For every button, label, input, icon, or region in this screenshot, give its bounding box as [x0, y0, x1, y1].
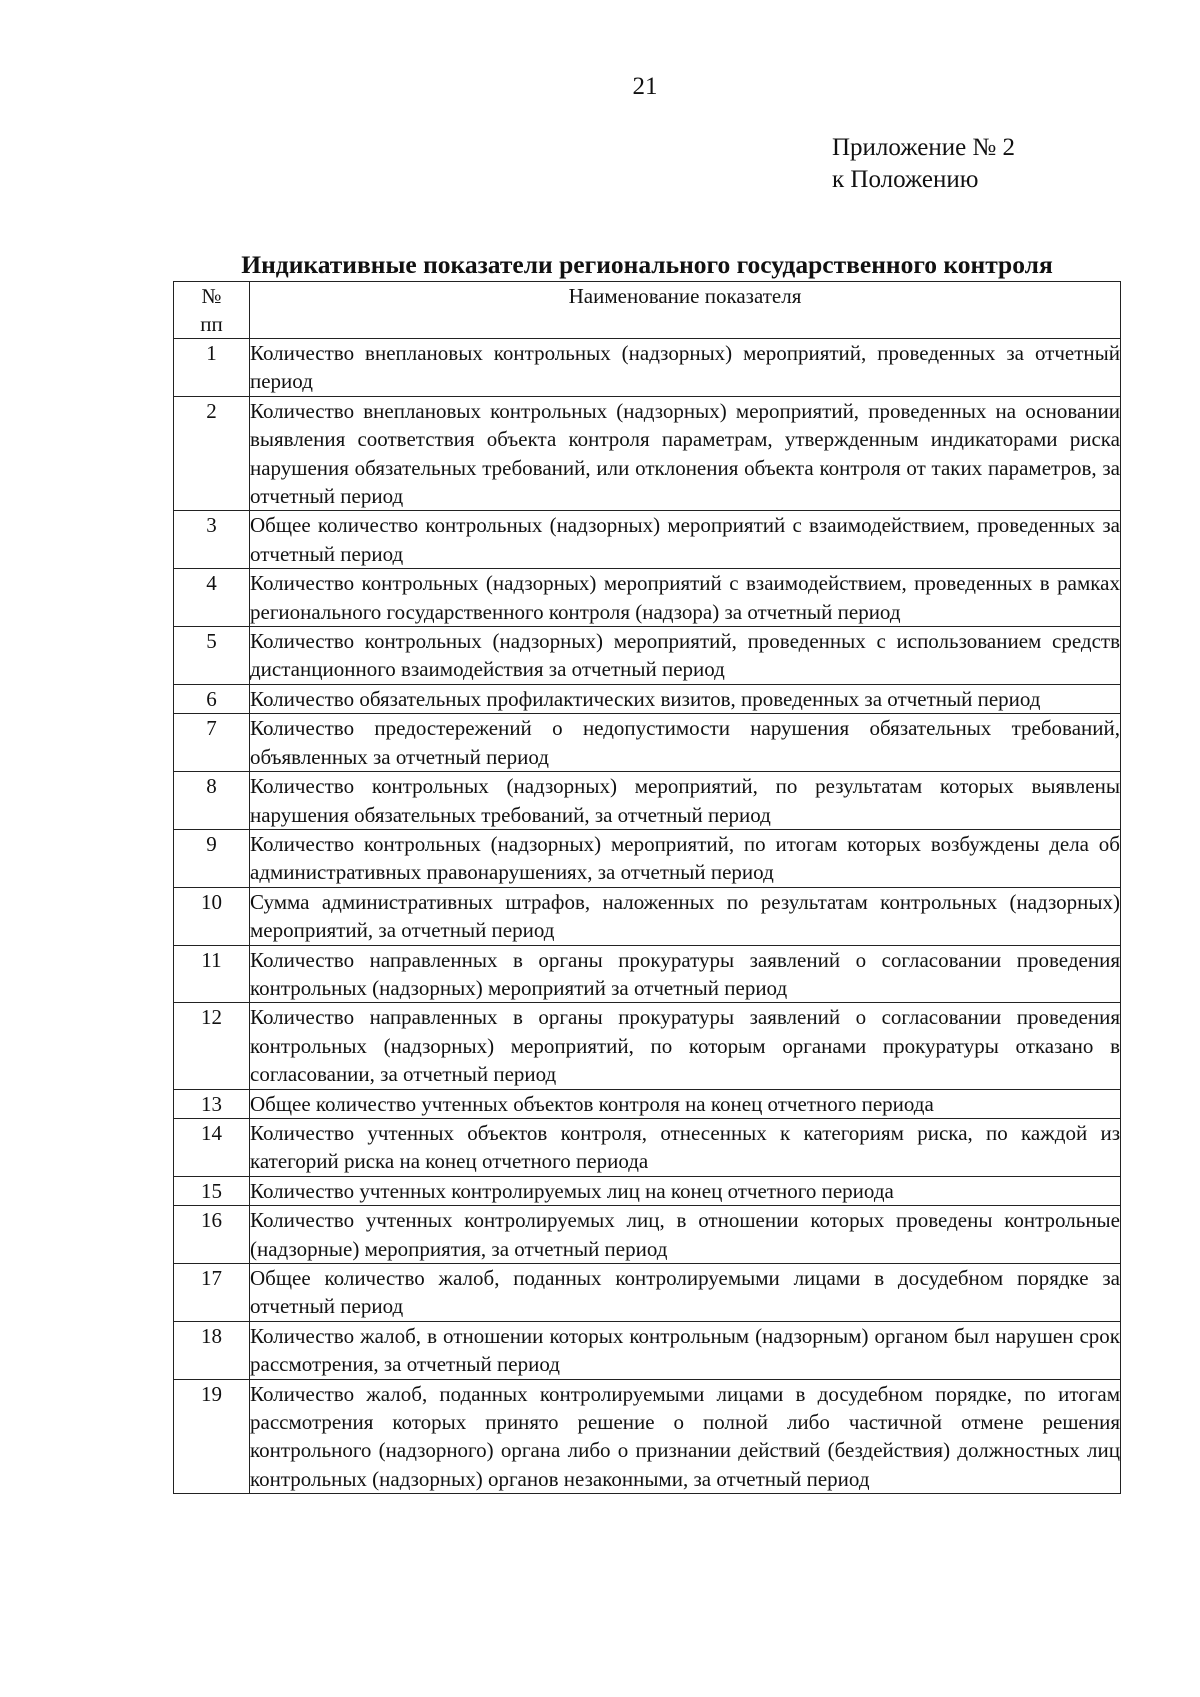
row-number: 16 — [174, 1206, 250, 1264]
indicator-name: Количество предостережений о недопустимости нарушения обязательных требований, объявленных за отчетный период — [250, 714, 1121, 772]
table-header-row — [174, 282, 1121, 339]
header-number-abbr: пп — [200, 312, 223, 336]
table-row — [174, 1089, 1121, 1118]
table-row — [174, 1264, 1121, 1322]
row-number: 5 — [174, 627, 250, 685]
indicator-name: Общее количество жалоб, поданных контролируемыми лицами в досудебном порядке за отчетный период — [250, 1264, 1121, 1322]
indicator-name: Количество направленных в органы прокуратуры заявлений о согласовании проведения контрольных (надзорных) мероприятий, по которым органами прокуратуры отказано в согласовании, за отчетный период — [250, 1003, 1121, 1089]
row-number: 14 — [174, 1118, 250, 1176]
row-number: 6 — [174, 684, 250, 713]
row-number: 8 — [174, 772, 250, 830]
indicator-name: Количество жалоб, поданных контролируемыми лицами в досудебном порядке, по итогам рассмотрения которых принято решение о полной либо частичной отмене решения контрольного (надзорного) органа либо о признании действий (бездействия) должностных лиц контрольных (надзорных) органов незаконными, за отчетный период — [250, 1379, 1121, 1494]
row-number: 9 — [174, 829, 250, 887]
table-row — [174, 772, 1121, 830]
indicator-name: Количество обязательных профилактических визитов, проведенных за отчетный период — [250, 684, 1121, 713]
indicator-name: Количество внеплановых контрольных (надзорных) мероприятий, проведенных за отчетный период — [250, 339, 1121, 397]
row-number: 3 — [174, 511, 250, 569]
table-row — [174, 714, 1121, 772]
table-row — [174, 339, 1121, 397]
indicator-name: Количество жалоб, в отношении которых контрольным (надзорным) органом был нарушен срок рассмотрения, за отчетный период — [250, 1321, 1121, 1379]
indicator-name: Общее количество контрольных (надзорных) мероприятий с взаимодействием, проведенных за отчетный период — [250, 511, 1121, 569]
indicators-table — [173, 281, 1121, 1494]
row-number: 7 — [174, 714, 250, 772]
row-number: 15 — [174, 1176, 250, 1205]
indicator-name: Количество учтенных контролируемых лиц, в отношении которых проведены контрольные (надзорные) мероприятия, за отчетный период — [250, 1206, 1121, 1264]
indicator-name: Количество контрольных (надзорных) мероприятий с взаимодействием, проведенных в рамках регионального государственного контроля (надзора) за отчетный период — [250, 569, 1121, 627]
indicator-name: Количество контрольных (надзорных) мероприятий, по итогам которых возбуждены дела об административных правонарушениях, за отчетный период — [250, 829, 1121, 887]
row-number: 2 — [174, 396, 250, 511]
indicator-name: Количество внеплановых контрольных (надзорных) мероприятий, проведенных на основании выявления соответствия объекта контроля параметрам, утвержденным индикаторами риска нарушения обязательных требований, или отклонения объекта контроля от таких параметров, за отчетный период — [250, 396, 1121, 511]
appendix-line-1: Приложение № 2 — [832, 134, 1016, 161]
indicator-name: Количество учтенных объектов контроля, отнесенных к категориям риска, по каждой из категорий риска на конец отчетного периода — [250, 1118, 1121, 1176]
table-row — [174, 396, 1121, 511]
indicator-name: Общее количество учтенных объектов контроля на конец отчетного периода — [250, 1089, 1121, 1118]
table-row — [174, 1321, 1121, 1379]
table-row — [174, 829, 1121, 887]
indicator-name: Количество контрольных (надзорных) мероприятий, по результатам которых выявлены нарушения обязательных требований, за отчетный период — [250, 772, 1121, 830]
row-number: 18 — [174, 1321, 250, 1379]
indicator-name: Количество учтенных контролируемых лиц на конец отчетного периода — [250, 1176, 1121, 1205]
table-row — [174, 1206, 1121, 1264]
appendix-note — [832, 132, 1015, 196]
header-number-symbol: № — [201, 284, 222, 308]
row-number: 17 — [174, 1264, 250, 1322]
row-number: 19 — [174, 1379, 250, 1494]
row-number: 12 — [174, 1003, 250, 1089]
document-title: Индикативные показатели регионального государственного контроля — [241, 250, 1053, 279]
table-row — [174, 887, 1121, 945]
appendix-line-2: к Положению — [832, 166, 979, 193]
indicator-name: Количество направленных в органы прокуратуры заявлений о согласовании проведения контрольных (надзорных) мероприятий за отчетный период — [250, 945, 1121, 1003]
row-number: 1 — [174, 339, 250, 397]
indicator-name: Количество контрольных (надзорных) мероприятий, проведенных с использованием средств дистанционного взаимодействия за отчетный период — [250, 627, 1121, 685]
table-row — [174, 684, 1121, 713]
table-row — [174, 1003, 1121, 1089]
table-row — [174, 1176, 1121, 1205]
table-row — [174, 569, 1121, 627]
page-number: 21 — [632, 73, 658, 100]
table-row — [174, 945, 1121, 1003]
row-number: 10 — [174, 887, 250, 945]
table-body — [174, 339, 1121, 1494]
table-row — [174, 511, 1121, 569]
table-row — [174, 627, 1121, 685]
row-number: 4 — [174, 569, 250, 627]
row-number: 13 — [174, 1089, 250, 1118]
table-row — [174, 1379, 1121, 1494]
header-indicator-name: Наименование показателя — [250, 282, 1121, 339]
row-number: 11 — [174, 945, 250, 1003]
header-number — [174, 282, 250, 339]
table-row — [174, 1118, 1121, 1176]
indicator-name: Сумма административных штрафов, наложенных по результатам контрольных (надзорных) мероприятий, за отчетный период — [250, 887, 1121, 945]
